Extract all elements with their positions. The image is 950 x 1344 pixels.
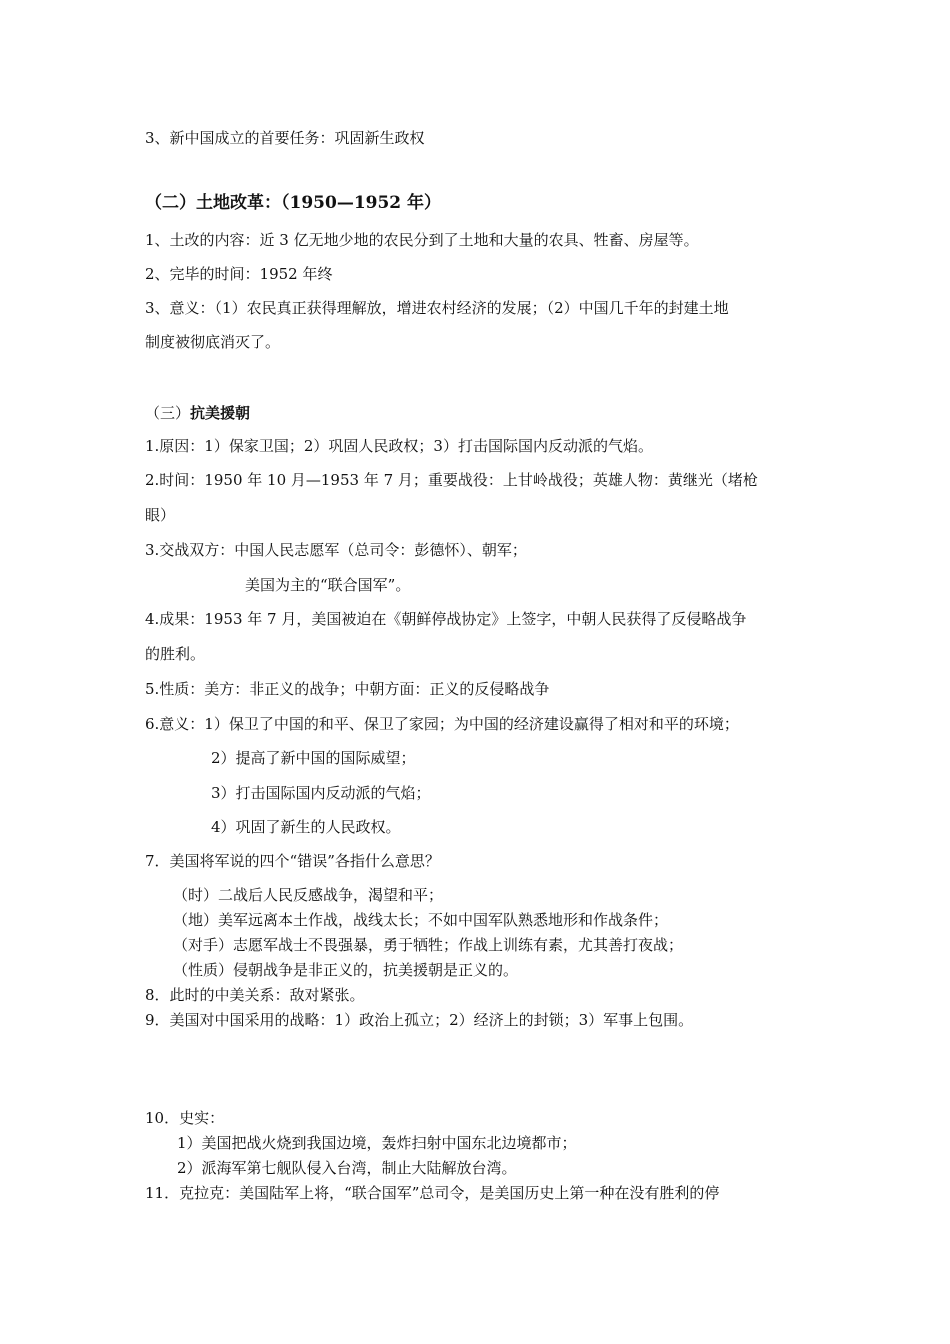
s3-line-6a: 6.意义：1）保卫了中国的和平、保卫了家园；为中国的经济建设赢得了相对和平的环境； (145, 715, 739, 733)
s3-line-4a: 4.成果：1953 年 7 月，美国被迫在《朝鲜停战协定》上签字，中朝人民获得了反侵略战争 (145, 610, 747, 628)
s2-line-3a: 3、意义：（1）农民真正获得理解放，增进农村经济的发展；（2）中国几千年的封建土地 (145, 299, 729, 317)
s3-line-10a: 1）美国把战火烧到我国边境，轰炸扫射中国东北边境都市； (177, 1134, 577, 1152)
section-2-heading-b: 1950—1952 年） (289, 193, 442, 213)
s3-line-5: 5.性质：美方：非正义的战争；中朝方面：正义的反侵略战争 (145, 680, 550, 698)
s3-line-2b: 眼） (145, 506, 176, 524)
s3-line-11: 11．克拉克：美国陆军上将，“联合国军”总司令，是美国历史上第一种在没有胜利的停 (145, 1184, 720, 1202)
section-3-heading-a: （三） (145, 404, 191, 422)
s3-line-6b: 2）提高了新中国的国际威望； (211, 749, 416, 767)
section-2-heading (145, 193, 441, 213)
s2-line-3b: 制度被彻底消灭了。 (145, 333, 281, 351)
s3-line-10: 10．史实： (145, 1109, 225, 1127)
section-2-heading-a: （二）土地改革：（ (145, 193, 290, 213)
section-3-heading-b: 抗美援朝 (190, 404, 251, 422)
s3-line-7: 7．美国将军说的四个“错误”各指什么意思？ (145, 852, 440, 870)
s3-line-4b: 的胜利。 (145, 645, 206, 663)
s2-line-1: 1、土改的内容：近 3 亿无地少地的农民分到了土地和大量的农具、牲畜、房屋等。 (145, 231, 699, 249)
s3-line-3a: 3.交战双方：中国人民志愿军（总司令：彭德怀）、朝军； (145, 541, 527, 559)
s3-line-6c: 3）打击国际国内反动派的气焰； (211, 784, 431, 802)
s3-line-9: 9．美国对中国采用的战略：1）政治上孤立；2）经济上的封锁；3）军事上包围。 (145, 1011, 694, 1029)
s1-line-3: 3、新中国成立的首要任务：巩固新生政权 (145, 129, 425, 147)
section-3-heading (145, 403, 250, 423)
s3-line-8: 8．此时的中美关系：敌对紧张。 (145, 986, 365, 1004)
s3-line-10b: 2）派海军第七舰队侵入台湾，制止大陆解放台湾。 (177, 1159, 517, 1177)
s3-line-3b: 美国为主的“联合国军”。 (245, 576, 411, 594)
s3-line-7d: （性质）侵朝战争是非正义的，抗美援朝是正义的。 (173, 961, 519, 979)
s2-line-2: 2、完毕的时间：1952 年终 (145, 265, 333, 283)
s3-line-7a: （时）二战后人民反感战争，渴望和平； (173, 886, 444, 904)
s3-line-7c: （对手）志愿军战士不畏强暴，勇于牺牲；作战上训练有素，尤其善打夜战； (173, 936, 684, 954)
s3-line-2a: 2.时间：1950 年 10 月—1953 年 7 月；重要战役：上甘岭战役；英雄人物：黄继光（堵枪 (145, 471, 758, 489)
s3-line-6d: 4）巩固了新生的人民政权。 (211, 818, 401, 836)
s3-line-1: 1.原因：1）保家卫国；2）巩固人民政权；3）打击国际国内反动派的气焰。 (145, 437, 653, 455)
s3-line-7b: （地）美军远离本土作战，战线太长；不如中国军队熟悉地形和作战条件； (173, 911, 669, 929)
